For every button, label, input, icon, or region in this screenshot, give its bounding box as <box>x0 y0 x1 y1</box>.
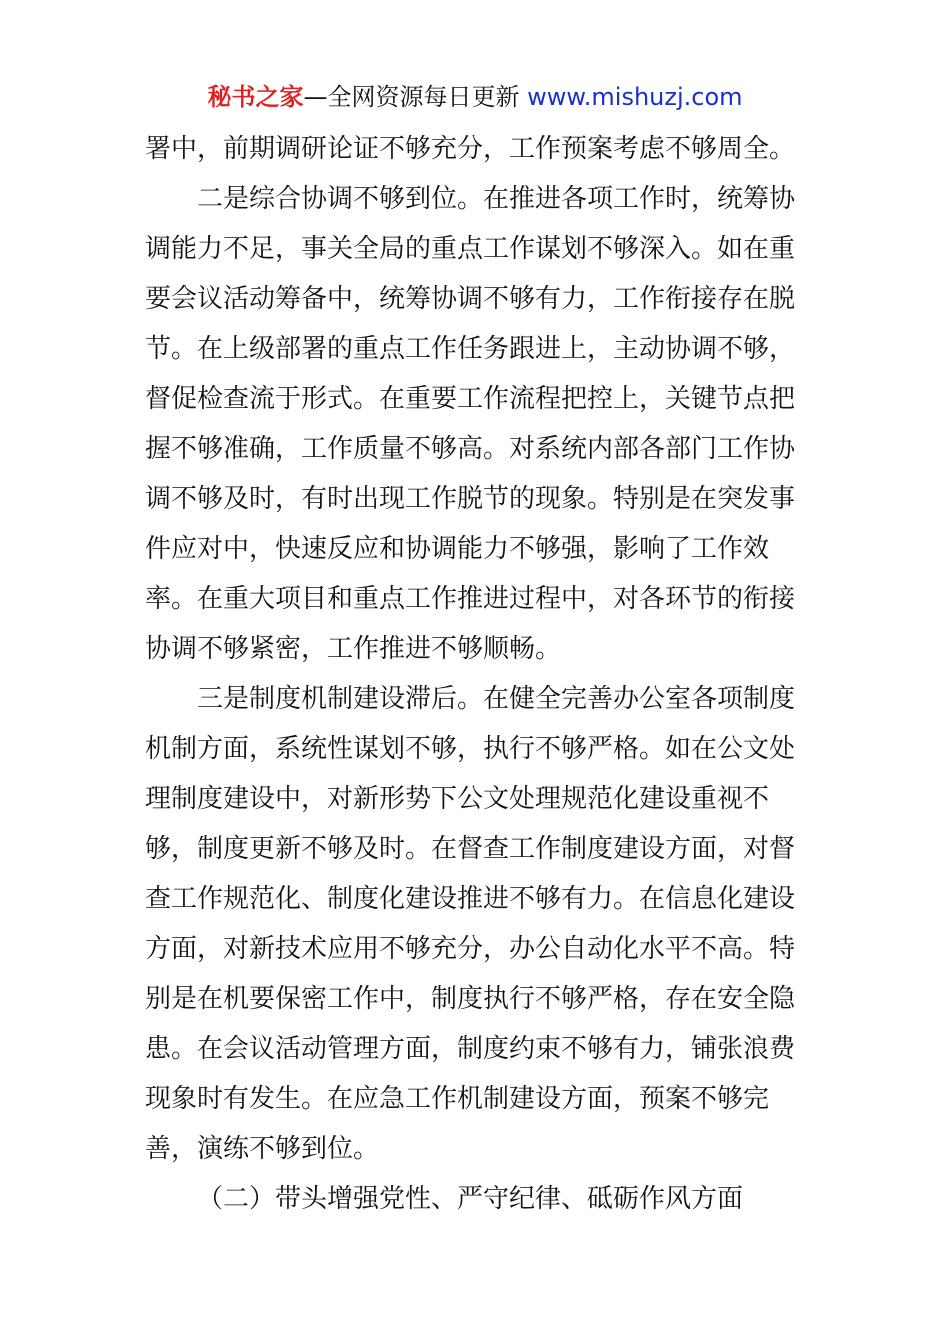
document-body <box>145 124 810 1224</box>
text-line: 别是在机要保密工作中，制度执行不够严格，存在安全隐 <box>145 984 796 1014</box>
text-line: 患。在会议活动管理方面，制度约束不够有力，铺张浪费 <box>145 1034 796 1064</box>
text-line: 够，制度更新不够及时。在督查工作制度建设方面，对督 <box>145 834 796 864</box>
text-line: 机制方面，系统性谋划不够，执行不够严格。如在公文处 <box>145 734 796 764</box>
text-line: 件应对中，快速反应和协调能力不够强，影响了工作效 <box>145 534 770 564</box>
text-line: 握不够准确，工作质量不够高。对系统内部各部门工作协 <box>145 434 796 464</box>
text-line: 善，演练不够到位。 <box>145 1134 380 1164</box>
text-line: 调不够及时，有时出现工作脱节的现象。特别是在突发事 <box>145 484 796 514</box>
paragraph-start: 二是综合协调不够到位。在推进各项工作时，统筹协 <box>197 184 796 214</box>
text-line: 理制度建设中，对新形势下公文处理规范化建设重视不 <box>145 784 770 814</box>
text-line: 协调不够紧密，工作推进不够顺畅。 <box>145 634 562 664</box>
paragraph-start: 三是制度机制建设滞后。在健全完善办公室各项制度 <box>197 684 796 714</box>
text-line: 要会议活动筹备中，统筹协调不够有力，工作衔接存在脱 <box>145 284 796 314</box>
brand-name: 秘书之家 <box>207 83 304 111</box>
text-line: 方面，对新技术应用不够充分，办公自动化水平不高。特 <box>145 934 796 964</box>
text-line: 署中，前期调研论证不够充分，工作预案考虑不够周全。 <box>145 134 796 164</box>
site-url: www.mishuzj.com <box>527 83 743 111</box>
text-line: 督促检查流于形式。在重要工作流程把控上，关键节点把 <box>145 384 796 414</box>
header-tagline: —全网资源每日更新 <box>303 83 528 111</box>
section-heading: （二）带头增强党性、严守纪律、砥砺作风方面 <box>197 1184 744 1214</box>
text-line: 查工作规范化、制度化建设推进不够有力。在信息化建设 <box>145 884 796 914</box>
text-line: 节。在上级部署的重点工作任务跟进上，主动协调不够， <box>145 334 796 364</box>
page-header <box>0 80 950 114</box>
text-line: 调能力不足，事关全局的重点工作谋划不够深入。如在重 <box>145 234 796 264</box>
text-line: 率。在重大项目和重点工作推进过程中，对各环节的衔接 <box>145 584 796 614</box>
text-line: 现象时有发生。在应急工作机制建设方面，预案不够完 <box>145 1084 770 1114</box>
